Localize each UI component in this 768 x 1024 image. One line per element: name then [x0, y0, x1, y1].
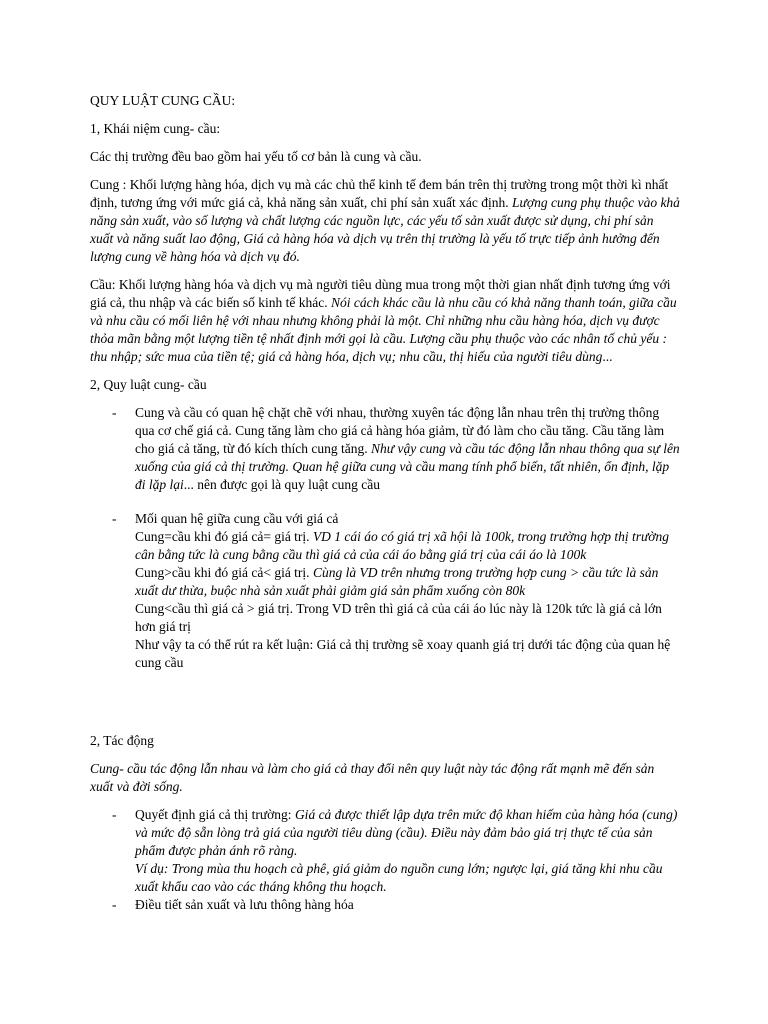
supply-paragraph [90, 176, 680, 266]
impact-price-label: Quyết định giá cả thị trường: [135, 807, 295, 822]
document-body [90, 92, 680, 924]
relation-case-equal [135, 528, 680, 564]
law-text: Cung và cầu có quan hệ chặt chẽ với nhau, thường xuyên tác động lẫn nhau trên thị trường thông qua cơ chế giá cả. Cung tăng làm cho giá cả hàng hóa giảm, từ đó làm cho cầu tăng. Cầu tăng làm cho giá cả tăng, từ đó kích thích cung tăng. [135, 405, 665, 456]
relation-case-shortage: Cung<cầu thì giá cả > giá trị. Trong VD trên thì giá cả của cái áo lúc này là 120k tức là giá cả lớn hơn giá trị [135, 601, 662, 634]
supply-factors: Lượng cung phụ thuộc vào khả năng sản xuất, vào số lượng và chất lượng các nguồn lực, các yếu tố sản xuất được sử dụng, chi phí sản xuất và năng suất lao động, Giá cả hàng hóa và dịch vụ trên thị trường là yếu tố trực tiếp ảnh hưởng đến lượng cung về hàng hóa và dịch vụ đó. [90, 195, 680, 264]
case-surplus-example: Cùng là VD trên nhưng trong trường hợp cung > cầu tức là sản xuất dư thừa, buộc nhà sản xuất phải giảm giá sản phẩm xuống còn 80k [135, 565, 659, 598]
section-2-heading: 2, Quy luật cung- cầu [90, 377, 207, 392]
dash-bullet: - [112, 405, 117, 420]
list-item [90, 806, 680, 896]
case-surplus-text: Cung>cầu khi đó giá cả< giá trị. [135, 565, 313, 580]
case-equal-text: Cung=cầu khi đó giá cả= giá trị. [135, 529, 313, 544]
list-item [90, 510, 680, 672]
list-item [90, 404, 680, 494]
document-title: QUY LUẬT CUNG CẦU: [90, 93, 236, 108]
vertical-spacer [90, 682, 680, 732]
case-equal-example: VD 1 cái áo có giá trị xã hội là 100k, trong trường hợp thị trường cân bằng tức là cung bằng cầu thì giá cả của cái áo bằng giá trị của cái áo là 100k [135, 529, 670, 562]
impact-regulation-label: Điều tiết sản xuất và lưu thông hàng hóa [135, 897, 354, 912]
impact-price-example: Ví dụ: Trong mùa thu hoạch cà phê, giá giảm do nguồn cung lớn; ngược lại, giá tăng khi nhu cầu xuất khẩu cao vào các tháng không thu hoạch. [135, 861, 663, 894]
intro-paragraph: Các thị trường đều bao gồm hai yếu tố cơ bản là cung và cầu. [90, 149, 422, 164]
law-italic-text: Như vậy cung và cầu tác động lẫn nhau thông qua sự lên xuống của giá cả thị trường. Quan hệ giữa cung và cầu mang tính phổ biến, tất nhiên, ổn định, lặp đi lặp lại [135, 441, 680, 492]
list-spacer [90, 494, 680, 510]
demand-paragraph [90, 276, 680, 366]
supply-definition: Cung : Khối lượng hàng hóa, dịch vụ mà các chủ thể kinh tế đem bán trên thị trường trong một thời kì nhất định, tương ứng với mức giá cả, khả năng sản xuất, chi phí sản xuất xác định. [90, 177, 669, 210]
impact-intro [90, 760, 680, 796]
impact-intro-text: Cung- cầu tác động lẫn nhau và làm cho giá cả thay đổi nên quy luật này tác động rất mạnh mẽ đến sản xuất và đời sống. [90, 761, 655, 794]
law-tail-text: ... nên được gọi là quy luật cung cầu [183, 477, 381, 492]
section-3-heading: 2, Tác động [90, 733, 154, 748]
dash-bullet: - [112, 807, 117, 822]
section-1-heading: 1, Khái niệm cung- cầu: [90, 121, 221, 136]
demand-ellipsis: ... [602, 349, 613, 364]
relation-conclusion: Như vậy ta có thể rút ra kết luận: Giá cả thị trường sẽ xoay quanh giá trị dưới tác động của quan hệ cung cầu [135, 637, 671, 670]
relation-heading: Mối quan hệ giữa cung cầu với giá cả [135, 511, 339, 526]
dash-bullet: - [112, 511, 117, 526]
demand-definition: Cầu: Khối lượng hàng hóa và dịch vụ mà người tiêu dùng mua trong một thời gian nhất định tương ứng với giá cả, thu nhập và các biến số kinh tế khác. [90, 277, 671, 310]
impact-price-text: Giá cả được thiết lập dựa trên mức độ khan hiếm của hàng hóa (cung) và mức độ sẵn lòng trả giá của người tiêu dùng (cầu). Điều này đảm bảo giá trị thực tế của sản phẩm được phản ánh rõ ràng. [135, 807, 678, 858]
dash-bullet: - [112, 897, 117, 912]
relation-case-surplus [135, 564, 680, 600]
law-list [90, 404, 680, 672]
demand-factors: Nói cách khác cầu là nhu cầu có khả năng thanh toán, giữa cầu và nhu cầu có mối liên hệ với nhau nhưng không phải là một. Chỉ những nhu cầu hàng hóa, dịch vụ được thỏa mãn bằng một lượng tiền tệ nhất định mới gọi là cầu. Lượng cầu phụ thuộc vào các nhân tố chủ yếu : thu nhập; sức mua của tiền tệ; giá cả hàng hóa, dịch vụ; nhu cầu, thị hiếu của người tiêu dùng [90, 295, 677, 364]
impact-list [90, 806, 680, 914]
list-item [90, 896, 680, 914]
